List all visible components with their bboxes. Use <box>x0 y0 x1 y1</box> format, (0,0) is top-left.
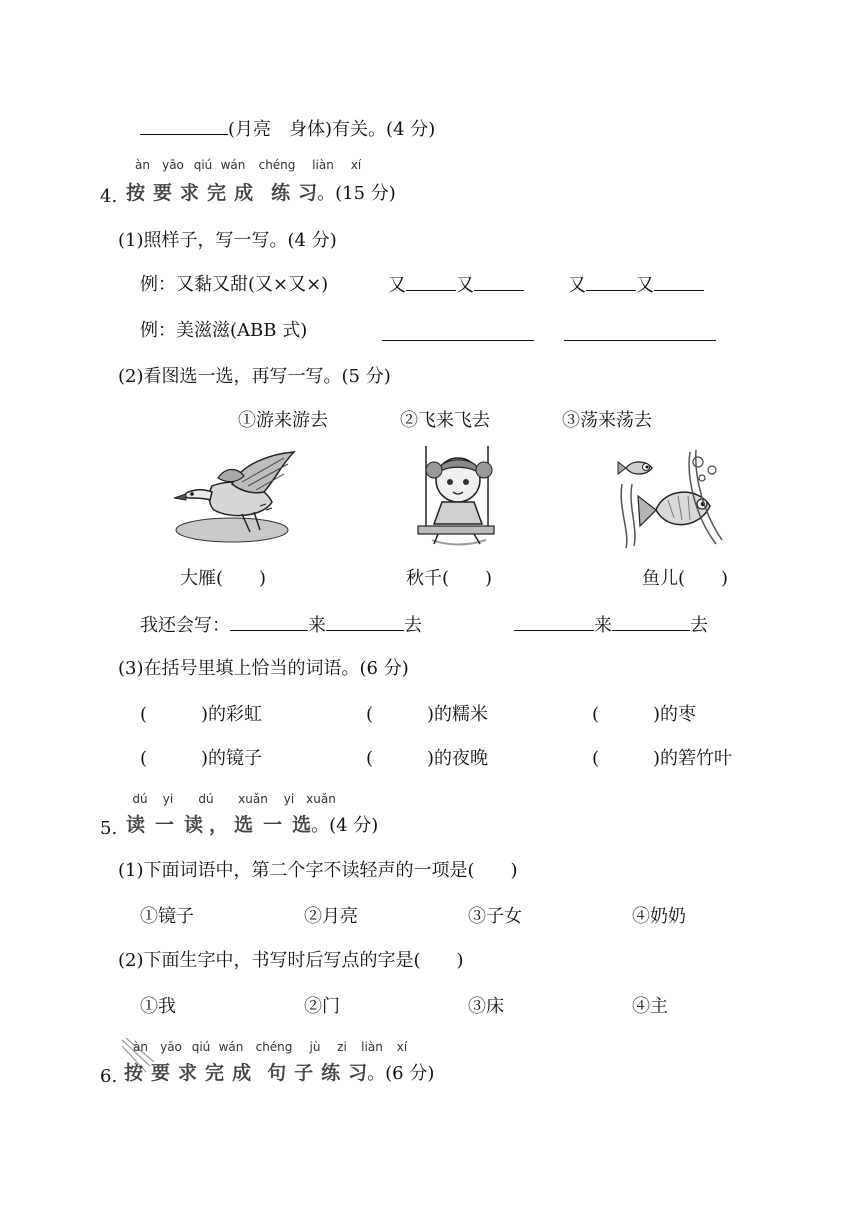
pinyin: yāo <box>160 1040 182 1054</box>
q4-p1-title: (1)照样子，写一写。(4 分) <box>118 230 337 251</box>
q5-p1-title: (1)下面词语中，第二个字不读轻声的一项是( ) <box>118 860 518 881</box>
you-char: 又 <box>388 275 406 296</box>
q6-score: 。(6 分) <box>367 1063 435 1084</box>
q6-pinyin <box>126 1040 415 1054</box>
heading-char: 完 <box>207 182 235 204</box>
q4-p1-pattern1 <box>388 274 524 297</box>
also-prefix: 我还会写： <box>140 615 230 636</box>
q5-pinyin <box>126 792 340 806</box>
heading-char: 求 <box>178 1062 206 1084</box>
pinyin: liàn <box>312 158 334 172</box>
answer-blank[interactable] <box>474 274 524 291</box>
q4-score: 。(15 分) <box>317 183 396 204</box>
label-fish: 鱼儿( ) <box>642 568 729 589</box>
option-1: ①游来游去 <box>238 410 328 431</box>
answer-blank[interactable] <box>654 274 704 291</box>
q4-p2-also-write <box>140 614 422 637</box>
q4-p3-title: (3)在括号里填上恰当的词语。(6 分) <box>118 658 409 679</box>
fill-item[interactable]: ( )的夜晚 <box>366 748 489 769</box>
goose-illustration <box>172 448 298 548</box>
heading-char: 选 <box>292 814 312 836</box>
choice[interactable]: ①镜子 <box>140 906 194 927</box>
pinyin: yāo <box>162 158 184 172</box>
heading-char: 练 <box>321 1062 349 1084</box>
pinyin: zi <box>337 1040 347 1054</box>
label-swing: 秋千( ) <box>406 568 493 589</box>
heading-char: 一 <box>263 814 293 836</box>
qu-char: 去 <box>690 615 708 636</box>
answer-blank[interactable] <box>514 614 594 631</box>
q5-p2-title: (2)下面生字中，书写时后写点的字是( ) <box>118 950 464 971</box>
lai-char: 来 <box>594 615 612 636</box>
fish-illustration <box>616 448 728 550</box>
answer-blank[interactable] <box>140 118 228 135</box>
heading-char: 求 <box>180 182 208 204</box>
option-3: ③荡来荡去 <box>562 410 652 431</box>
pinyin: àn <box>135 158 150 172</box>
answer-blank[interactable] <box>230 614 308 631</box>
choice[interactable]: ②门 <box>304 996 340 1017</box>
pinyin: àn <box>133 1040 148 1054</box>
answer-blank[interactable] <box>564 322 716 341</box>
fill-item[interactable]: ( )的箬竹叶 <box>592 748 733 769</box>
q6-heading <box>124 1058 434 1085</box>
pinyin: yi <box>283 792 295 806</box>
answer-blank[interactable] <box>406 274 456 291</box>
q4-p1-example1: 例：又黏又甜(又×又×) <box>140 274 329 295</box>
heading-char: 要 <box>151 1062 179 1084</box>
q4-p1-example2: 例：美滋滋(ABB 式) <box>140 320 308 341</box>
pinyin: xí <box>350 158 362 172</box>
heading-char: 练 <box>271 182 299 204</box>
pinyin: chéng <box>255 1040 293 1054</box>
heading-char: 成 <box>232 1062 268 1084</box>
choice[interactable]: ②月亮 <box>304 906 358 927</box>
pinyin: wán <box>220 158 246 172</box>
heading-char: 句 <box>267 1062 295 1084</box>
pinyin: qiú <box>191 1040 211 1054</box>
pinyin: xuǎn <box>306 792 336 806</box>
q4-p1-pattern2 <box>568 274 704 297</box>
answer-blank[interactable] <box>382 322 534 341</box>
heading-char: 子 <box>294 1062 322 1084</box>
answer-blank[interactable] <box>586 274 636 291</box>
q5-number: 5. <box>100 818 118 839</box>
fill-item[interactable]: ( )的镜子 <box>140 748 263 769</box>
top-line <box>140 118 435 141</box>
choice[interactable]: ③床 <box>468 996 504 1017</box>
q5-score: 。(4 分) <box>311 815 379 836</box>
pinyin: wán <box>218 1040 244 1054</box>
girl-on-swing-illustration <box>408 444 504 550</box>
heading-char: 习 <box>298 182 318 204</box>
q4-number: 4. <box>100 186 118 207</box>
pinyin: xuǎn <box>238 792 268 806</box>
pinyin: qiú <box>193 158 213 172</box>
heading-char: 读 <box>126 814 156 836</box>
heading-char: 读， <box>184 814 235 836</box>
pinyin: jù <box>309 1040 321 1054</box>
q5-heading <box>126 810 378 837</box>
fill-item[interactable]: ( )的糯米 <box>366 704 489 725</box>
pinyin: yi <box>162 792 174 806</box>
lai-char: 来 <box>308 615 326 636</box>
top-line-text: (月亮 身体)有关。(4 分) <box>228 119 436 140</box>
fill-item[interactable]: ( )的彩虹 <box>140 704 263 725</box>
heading-char: 完 <box>205 1062 233 1084</box>
pinyin: dú <box>198 792 214 806</box>
heading-char: 按 <box>124 1062 152 1084</box>
you-char: 又 <box>456 275 474 296</box>
q4-pinyin <box>128 158 371 172</box>
heading-char: 习 <box>348 1062 368 1084</box>
heading-char: 选 <box>234 814 264 836</box>
heading-char: 一 <box>155 814 185 836</box>
pinyin: dú <box>132 792 148 806</box>
heading-char: 成 <box>234 182 272 204</box>
choice[interactable]: ①我 <box>140 996 176 1017</box>
qu-char: 去 <box>404 615 422 636</box>
answer-blank[interactable] <box>612 614 690 631</box>
heading-char: 按 <box>126 182 154 204</box>
choice[interactable]: ④奶奶 <box>632 906 686 927</box>
q4-heading <box>126 178 396 205</box>
heading-char: 要 <box>153 182 181 204</box>
choice[interactable]: ④主 <box>632 996 668 1017</box>
choice[interactable]: ③子女 <box>468 906 522 927</box>
pinyin: liàn <box>361 1040 383 1054</box>
pinyin: xí <box>396 1040 408 1054</box>
q6-number: 6. <box>100 1066 118 1087</box>
q4-p2-also-write-2 <box>514 614 708 637</box>
option-2: ②飞来飞去 <box>400 410 490 431</box>
label-goose: 大雁( ) <box>180 568 267 589</box>
you-char: 又 <box>568 275 586 296</box>
q4-p2-title: (2)看图选一选，再写一写。(5 分) <box>118 366 391 387</box>
pinyin: chéng <box>258 158 296 172</box>
fill-item[interactable]: ( )的枣 <box>592 704 697 725</box>
answer-blank[interactable] <box>326 614 404 631</box>
you-char: 又 <box>636 275 654 296</box>
